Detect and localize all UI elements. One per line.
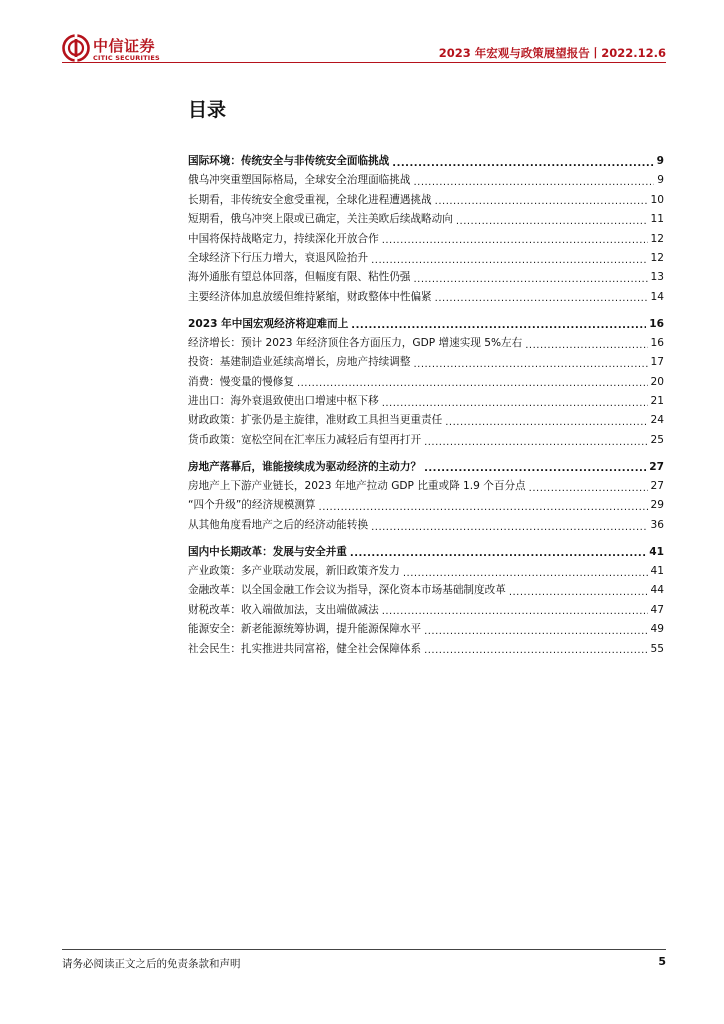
toc-entry-title: 海外通胀有望总体回落，但幅度有限、粘性仍强 — [188, 271, 411, 284]
toc-leader-dots — [445, 416, 647, 426]
toc-entry[interactable] — [188, 477, 664, 496]
toc-entry[interactable] — [188, 288, 664, 307]
toc-entry-title: “四个升级”的经济规模测算 — [188, 499, 316, 512]
toc-entry-title: 社会民生：扎实推进共同富裕，健全社会保障体系 — [188, 642, 422, 655]
toc-leader-dots — [319, 501, 648, 511]
toc-leader-dots — [424, 625, 647, 635]
footer-divider — [62, 949, 666, 950]
toc-entry-title: 全球经济下行压力增大，衰退风险抬升 — [188, 251, 369, 264]
toc-entry-title: 财政政策：扩张仍是主旋律，准财政工具担当更重责任 — [188, 414, 443, 427]
toc-entry-page: 11 — [650, 213, 664, 226]
toc-entry-page: 21 — [650, 395, 664, 408]
toc-leader-dots — [529, 482, 648, 492]
toc-section-entry[interactable] — [188, 315, 664, 334]
toc-entry-page: 16 — [649, 317, 664, 330]
toc-entry-page: 29 — [650, 499, 664, 512]
toc-section-entry[interactable] — [188, 458, 664, 477]
toc-leader-dots — [403, 567, 648, 577]
toc-entry-page: 9 — [657, 174, 664, 187]
footer-disclaimer: 请务必阅读正文之后的免责条款和声明 — [62, 958, 241, 970]
toc-leader-dots — [297, 377, 648, 387]
toc-entry[interactable] — [188, 353, 664, 372]
company-logo — [62, 33, 182, 65]
toc-entry-title: 消费：慢变量的慢修复 — [188, 375, 294, 388]
toc-entry[interactable] — [188, 516, 664, 535]
toc-entry[interactable] — [188, 373, 664, 392]
toc-leader-dots — [392, 157, 653, 167]
toc-entry-page: 12 — [650, 232, 664, 245]
toc-entry-page: 13 — [650, 271, 664, 284]
toc-leader-dots — [525, 339, 647, 349]
toc-entry[interactable] — [188, 496, 664, 515]
toc-entry[interactable] — [188, 210, 664, 229]
toc-leader-dots — [413, 176, 654, 186]
toc-entry[interactable] — [188, 268, 664, 287]
toc-entry-page: 10 — [650, 193, 664, 206]
toc-entry-page: 14 — [650, 290, 664, 303]
toc-entry[interactable] — [188, 334, 664, 353]
toc-entry-page: 41 — [649, 545, 664, 558]
toc-leader-dots — [382, 234, 648, 244]
toc-leader-dots — [413, 358, 647, 368]
toc-entry-page: 20 — [650, 375, 664, 388]
toc-entry[interactable] — [188, 392, 664, 411]
toc-entry-title: 房地产落幕后，谁能接续成为驱动经济的主动力？ — [188, 460, 422, 473]
page-number: 5 — [658, 955, 666, 968]
toc-entry-page: 17 — [650, 356, 664, 369]
table-of-contents — [188, 152, 664, 659]
toc-entry-page: 24 — [650, 414, 664, 427]
toc-entry-title: 货币政策：宽松空间在汇率压力减轻后有望再打开 — [188, 433, 422, 446]
toc-title: 目录 — [188, 99, 227, 121]
toc-entry[interactable] — [188, 601, 664, 620]
toc-entry-title: 长期看，非传统安全愈受重视，全球化进程遭遇挑战 — [188, 193, 432, 206]
toc-entry-title: 产业政策：多产业联动发展，新旧政策齐发力 — [188, 564, 400, 577]
toc-entry-page: 25 — [650, 433, 664, 446]
toc-entry-page: 44 — [650, 584, 664, 597]
toc-entry[interactable] — [188, 620, 664, 639]
toc-entry[interactable] — [188, 191, 664, 210]
toc-entry-title: 短期看，俄乌冲突上限或已确定，关注美欧后续战略动向 — [188, 213, 453, 226]
toc-entry-title: 俄乌冲突重塑国际格局，全球安全治理面临挑战 — [188, 174, 411, 187]
toc-entry-page: 12 — [650, 251, 664, 264]
toc-entry[interactable] — [188, 562, 664, 581]
toc-entry-page: 27 — [649, 460, 664, 473]
toc-entry[interactable] — [188, 640, 664, 659]
toc-entry-title: 中国将保持战略定力，持续深化开放合作 — [188, 232, 379, 245]
toc-entry-title: 主要经济体加息放缓但维持紧缩，财政整体中性偏紧 — [188, 290, 432, 303]
toc-entry[interactable] — [188, 411, 664, 430]
toc-leader-dots — [424, 462, 646, 472]
toc-leader-dots — [424, 644, 647, 654]
toc-leader-dots — [371, 254, 647, 264]
toc-entry-page: 47 — [650, 603, 664, 616]
header-divider — [62, 62, 666, 63]
toc-leader-dots — [350, 547, 646, 557]
toc-entry-page: 27 — [650, 480, 664, 493]
toc-entry-title: 财税改革：收入端做加法，支出端做减法 — [188, 603, 379, 616]
toc-leader-dots — [382, 397, 648, 407]
toc-section-entry[interactable] — [188, 152, 664, 171]
toc-entry-page: 55 — [650, 642, 664, 655]
toc-entry-page: 16 — [650, 336, 664, 349]
toc-leader-dots — [424, 436, 647, 446]
toc-entry-page: 9 — [656, 155, 664, 167]
toc-leader-dots — [351, 319, 646, 329]
toc-entry-page: 49 — [650, 623, 664, 636]
report-info: 2023 年宏观与政策展望报告丨2022.12.6 — [438, 46, 666, 60]
toc-entry[interactable] — [188, 249, 664, 268]
toc-entry[interactable] — [188, 581, 664, 600]
toc-entry[interactable] — [188, 171, 664, 190]
toc-leader-dots — [382, 605, 648, 615]
toc-entry-title: 从其他角度看地产之后的经济动能转换 — [188, 518, 369, 531]
toc-leader-dots — [509, 586, 648, 596]
toc-leader-dots — [371, 521, 647, 531]
toc-entry[interactable] — [188, 230, 664, 249]
toc-entry-title: 能源安全：新老能源统筹协调，提升能源保障水平 — [188, 623, 422, 636]
brand-name-cn: 中信证券 — [93, 37, 156, 55]
toc-leader-dots — [435, 195, 648, 205]
toc-entry-title: 国际环境：传统安全与非传统安全面临挑战 — [188, 155, 390, 167]
brand-name-en: CITIC SECURITIES — [93, 54, 160, 62]
toc-section-entry[interactable] — [188, 543, 664, 562]
toc-leader-dots — [413, 273, 647, 283]
toc-leader-dots — [456, 215, 648, 225]
toc-entry-title: 房地产上下游产业链长，2023 年地产拉动 GDP 比重或降 1.9 个百分点 — [188, 480, 526, 493]
toc-entry-title: 金融改革：以全国金融工作会议为指导，深化资本市场基础制度改革 — [188, 584, 506, 597]
page-header — [0, 0, 724, 70]
toc-entry-page: 41 — [650, 564, 664, 577]
citic-logo-icon — [62, 34, 90, 62]
toc-entry-page: 36 — [650, 518, 664, 531]
toc-entry-title: 2023 年中国宏观经济将迎难而上 — [188, 317, 349, 330]
toc-entry[interactable] — [188, 431, 664, 450]
toc-entry-title: 投资：基建制造业延续高增长，房地产持续调整 — [188, 356, 411, 369]
toc-entry-title: 进出口：海外衰退致使出口增速中枢下移 — [188, 395, 379, 408]
toc-leader-dots — [435, 292, 648, 302]
toc-entry-title: 国内中长期改革：发展与安全并重 — [188, 545, 347, 558]
toc-entry-title: 经济增长：预计 2023 年经济顶住各方面压力，GDP 增速实现 5%左右 — [188, 336, 523, 349]
